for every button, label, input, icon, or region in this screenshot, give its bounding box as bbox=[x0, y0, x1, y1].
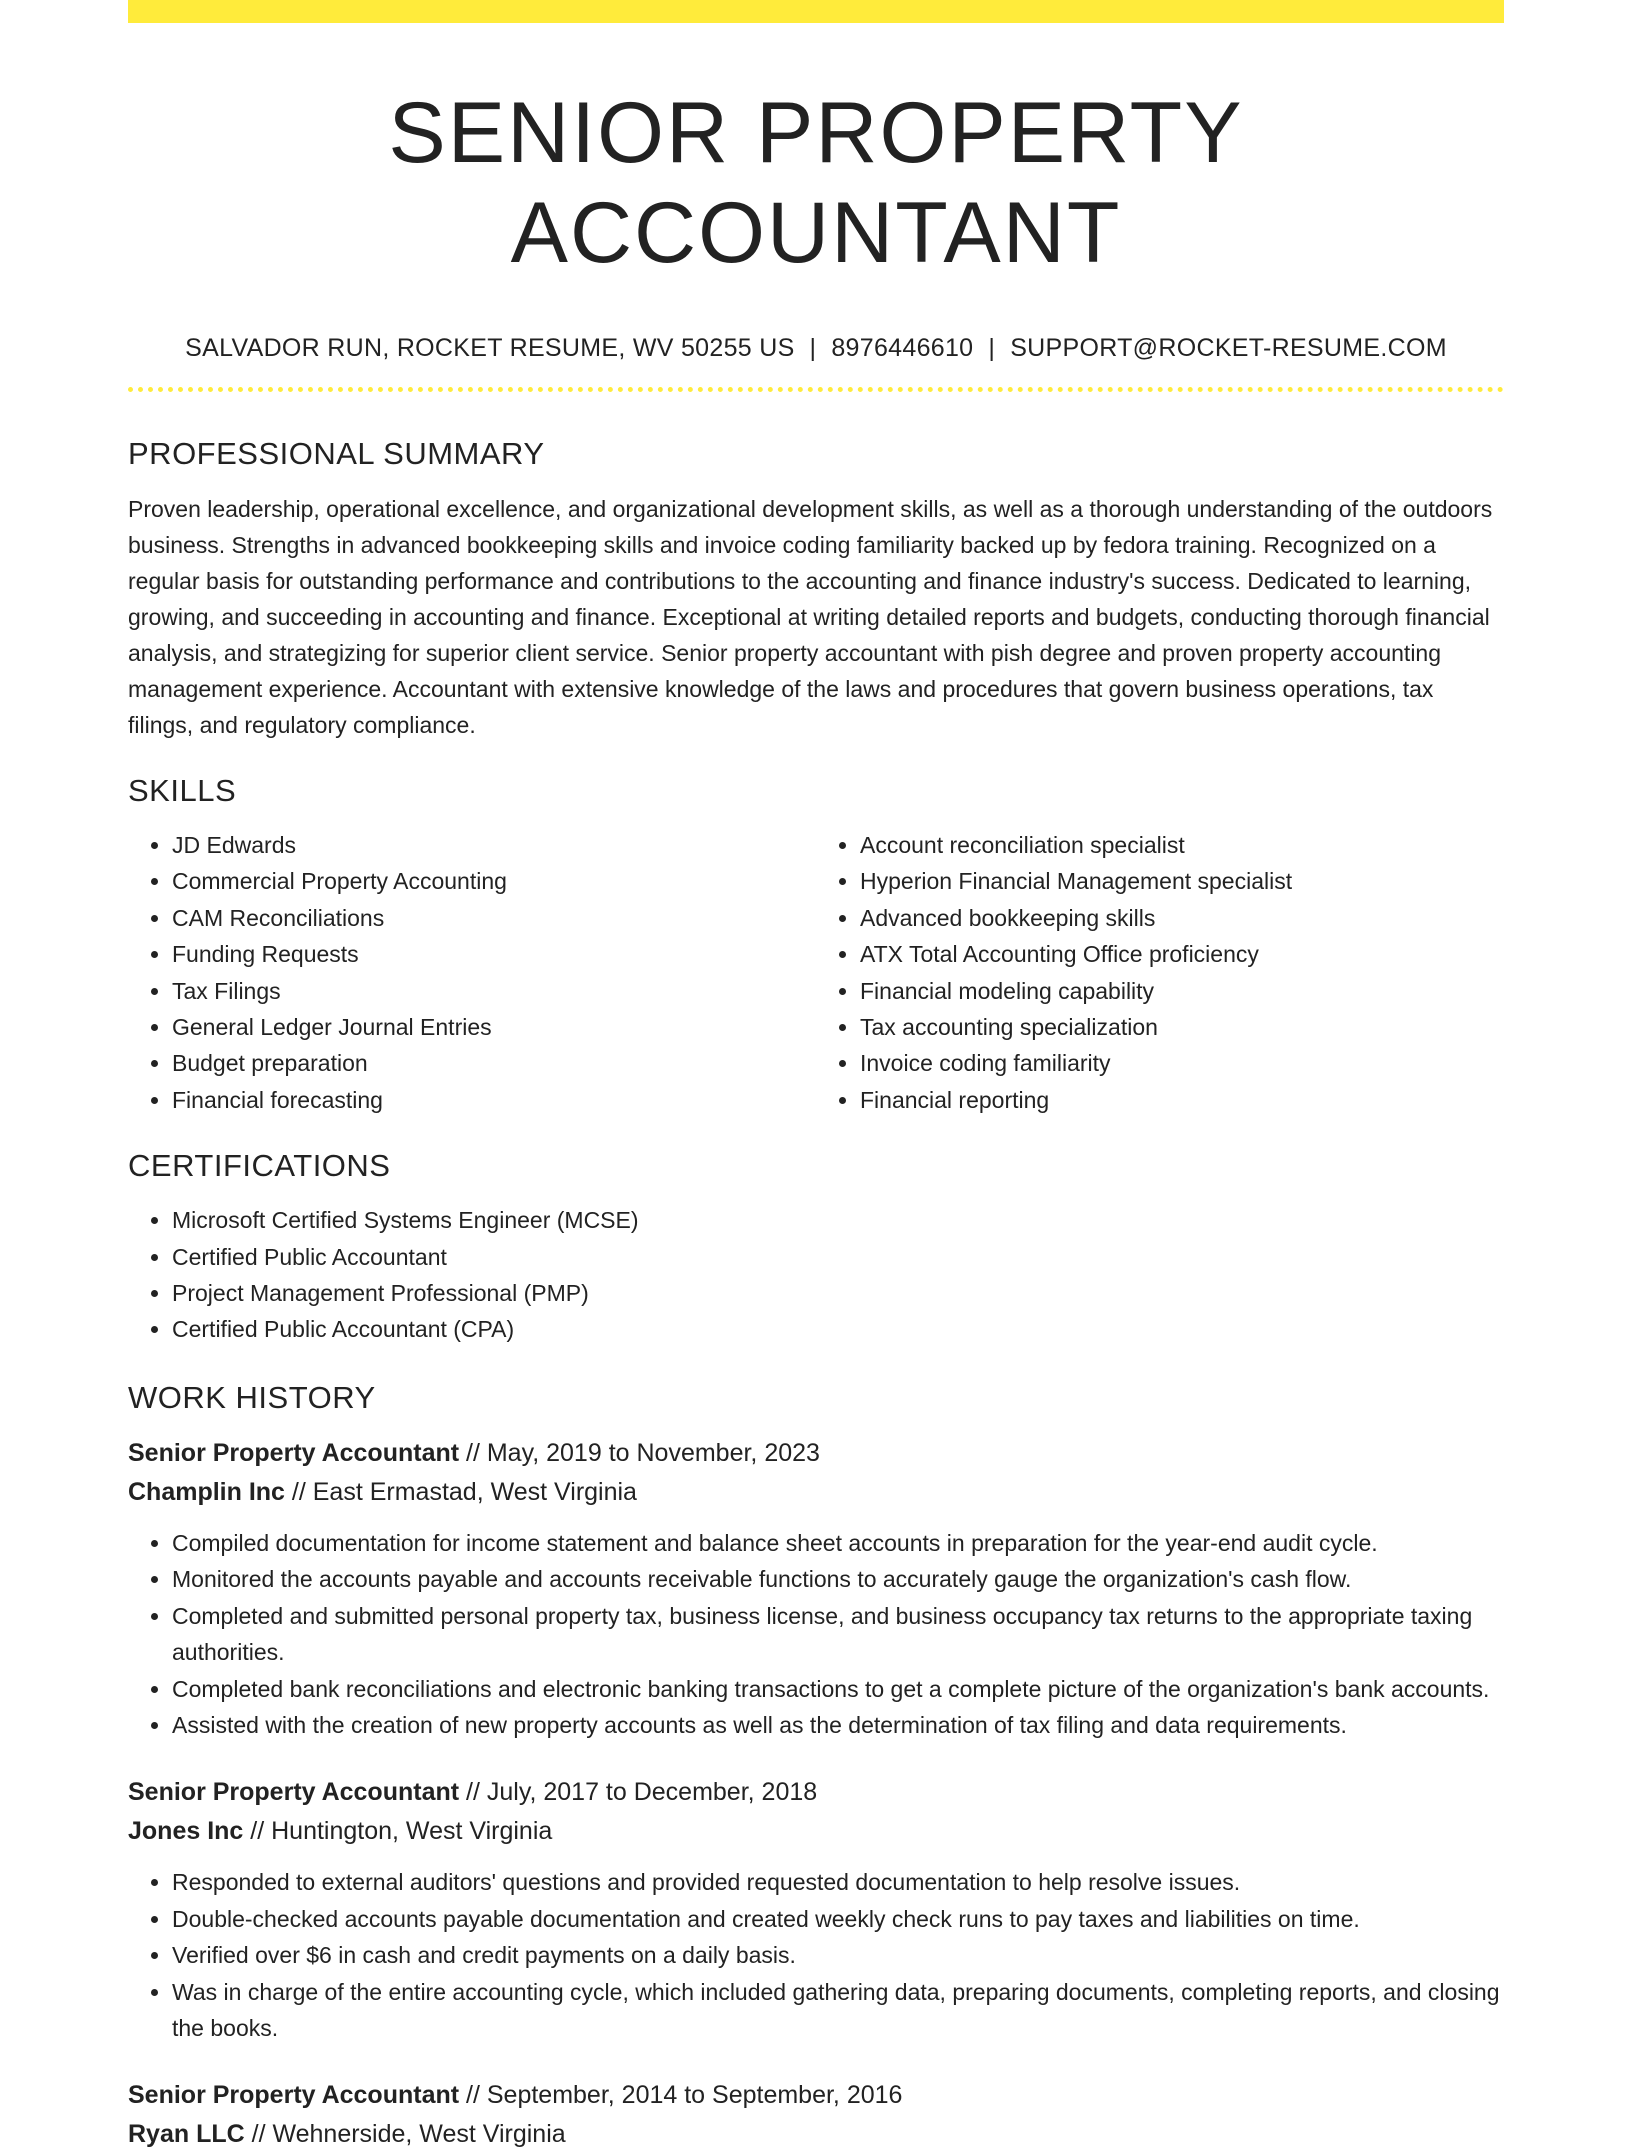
skills-right-list bbox=[816, 827, 1504, 1118]
job-title: Senior Property Accountant bbox=[128, 1438, 460, 1467]
job-dates: // September, 2014 to September, 2016 bbox=[459, 2081, 903, 2110]
job-dates: // May, 2019 to November, 2023 bbox=[459, 1438, 820, 1467]
contact-phone: 8976446610 bbox=[831, 334, 974, 362]
certification-item: • Microsoft Certified Systems Engineer (MCSE) bbox=[172, 1202, 1504, 1238]
job-bullet: • Was in charge of the entire accounting cycle, which included gathering data, preparing documents, completing reports, and closing the books. bbox=[172, 1974, 1504, 2047]
job-bullet: • Verified over $6 in cash and credit payments on a daily basis. bbox=[172, 1937, 1504, 1973]
job-bullet: • Monitored the accounts payable and accounts receivable functions to accurately gauge the organization's cash flow. bbox=[172, 1561, 1504, 1597]
summary-heading: PROFESSIONAL SUMMARY bbox=[128, 436, 545, 471]
job-bullet: • Responded to external auditors' questions and provided requested documentation to help resolve issues. bbox=[172, 1864, 1504, 1900]
contact-address: SALVADOR RUN, ROCKET RESUME, WV 50255 US bbox=[185, 334, 795, 362]
job-location: // East Ermastad, West Virginia bbox=[284, 1477, 637, 1506]
job-title: Senior Property Accountant bbox=[128, 2081, 460, 2110]
skill-item: • JD Edwards bbox=[172, 827, 816, 863]
skill-item: • CAM Reconciliations bbox=[172, 900, 816, 936]
job-company: Champlin Inc bbox=[128, 1477, 285, 1506]
skill-item: • Financial forecasting bbox=[172, 1082, 816, 1118]
top-accent-bar bbox=[128, 0, 1504, 23]
job-title-line bbox=[128, 2076, 1504, 2115]
resume-content bbox=[128, 0, 1504, 2154]
job-bullet: • Compiled documentation for income statement and balance sheet accounts in preparation for the year-end audit cycle. bbox=[172, 1525, 1504, 1561]
job-bullet: • Assisted with the creation of new property accounts as well as the determination of tax filing and data requirements. bbox=[172, 1707, 1504, 1743]
job-entry bbox=[128, 2076, 1504, 2154]
certification-item: • Certified Public Accountant (CPA) bbox=[172, 1311, 1504, 1347]
skill-item: • Funding Requests bbox=[172, 936, 816, 972]
job-bullet: • Completed and submitted personal property tax, business license, and business occupancy tax returns to the appropriate taxing authorities. bbox=[172, 1598, 1504, 1671]
contact-separator: | bbox=[809, 334, 817, 362]
skill-item: • Tax Filings bbox=[172, 973, 816, 1009]
dotted-divider bbox=[128, 387, 1504, 392]
job-bullet: • Double-checked accounts payable documentation and created weekly check runs to pay taxes and liabilities on time. bbox=[172, 1901, 1504, 1937]
work-history-heading: WORK HISTORY bbox=[128, 1379, 376, 1415]
job-dates: // July, 2017 to December, 2018 bbox=[459, 1778, 818, 1807]
job-title-line bbox=[128, 1773, 1504, 1812]
job-location: // Wehnerside, West Virginia bbox=[244, 2120, 566, 2149]
skill-item: • Commercial Property Accounting bbox=[172, 863, 816, 899]
skill-item: • Advanced bookkeeping skills bbox=[860, 900, 1504, 936]
contact-line bbox=[128, 333, 1504, 363]
job-entry bbox=[128, 1434, 1504, 1743]
skills-section bbox=[128, 773, 1504, 1118]
skills-left-list bbox=[128, 827, 816, 1118]
job-bullet: • Completed bank reconciliations and electronic banking transactions to get a complete picture of the organization's bank accounts. bbox=[172, 1671, 1504, 1707]
certifications-section bbox=[128, 1148, 1504, 1348]
contact-separator: | bbox=[988, 334, 996, 362]
job-bullets bbox=[128, 1525, 1504, 1743]
skill-item: • Financial reporting bbox=[860, 1082, 1504, 1118]
job-title: Senior Property Accountant bbox=[128, 1778, 460, 1807]
skills-columns bbox=[128, 827, 1504, 1118]
skills-heading: SKILLS bbox=[128, 773, 237, 808]
summary-section bbox=[128, 436, 1504, 743]
skill-item: • Financial modeling capability bbox=[860, 973, 1504, 1009]
job-company: Jones Inc bbox=[128, 1817, 244, 1846]
certifications-list bbox=[128, 1202, 1504, 1348]
job-company-line bbox=[128, 2115, 1504, 2154]
certification-item: • Certified Public Accountant bbox=[172, 1239, 1504, 1275]
work-history-section bbox=[128, 1380, 1504, 2154]
job-company-line bbox=[128, 1812, 1504, 1851]
job-bullets bbox=[128, 1864, 1504, 2046]
skill-item: • Tax accounting specialization bbox=[860, 1009, 1504, 1045]
job-company-line bbox=[128, 1473, 1504, 1512]
job-title-line bbox=[128, 1434, 1504, 1473]
skill-item: • ATX Total Accounting Office proficiency bbox=[860, 936, 1504, 972]
job-company: Ryan LLC bbox=[128, 2120, 245, 2149]
skill-item: • Budget preparation bbox=[172, 1045, 816, 1081]
skill-item: • Account reconciliation specialist bbox=[860, 827, 1504, 863]
skill-item: • General Ledger Journal Entries bbox=[172, 1009, 816, 1045]
job-location: // Huntington, West Virginia bbox=[243, 1817, 553, 1846]
job-entry bbox=[128, 1773, 1504, 2046]
certification-item: • Project Management Professional (PMP) bbox=[172, 1275, 1504, 1311]
resume-title: SENIOR PROPERTY ACCOUNTANT bbox=[388, 85, 1244, 281]
summary-text: Proven leadership, operational excellence, and organizational development skills, as well as a thorough understanding of the outdoors business. Strengths in advanced bookkeeping skills and invoice coding familiarity backed up by fedora training. Recognized on a regular basis for outstanding performance and contributions to the accounting and finance industry's success. Dedicated to learning, growing, and succeeding in accounting and finance. Exceptional at writing detailed reports and budgets, conducting thorough financial analysis, and strategizing for superior client service. Senior property accountant with pish degree and proven property accounting management experience. Accountant with extensive knowledge of the laws and procedures that govern business operations, tax filings, and regulatory compliance. bbox=[128, 496, 1493, 738]
skill-item: • Invoice coding familiarity bbox=[860, 1045, 1504, 1081]
skill-item: • Hyperion Financial Management specialist bbox=[860, 863, 1504, 899]
contact-email: SUPPORT@ROCKET-RESUME.COM bbox=[1010, 334, 1447, 362]
certifications-heading: CERTIFICATIONS bbox=[128, 1148, 391, 1184]
